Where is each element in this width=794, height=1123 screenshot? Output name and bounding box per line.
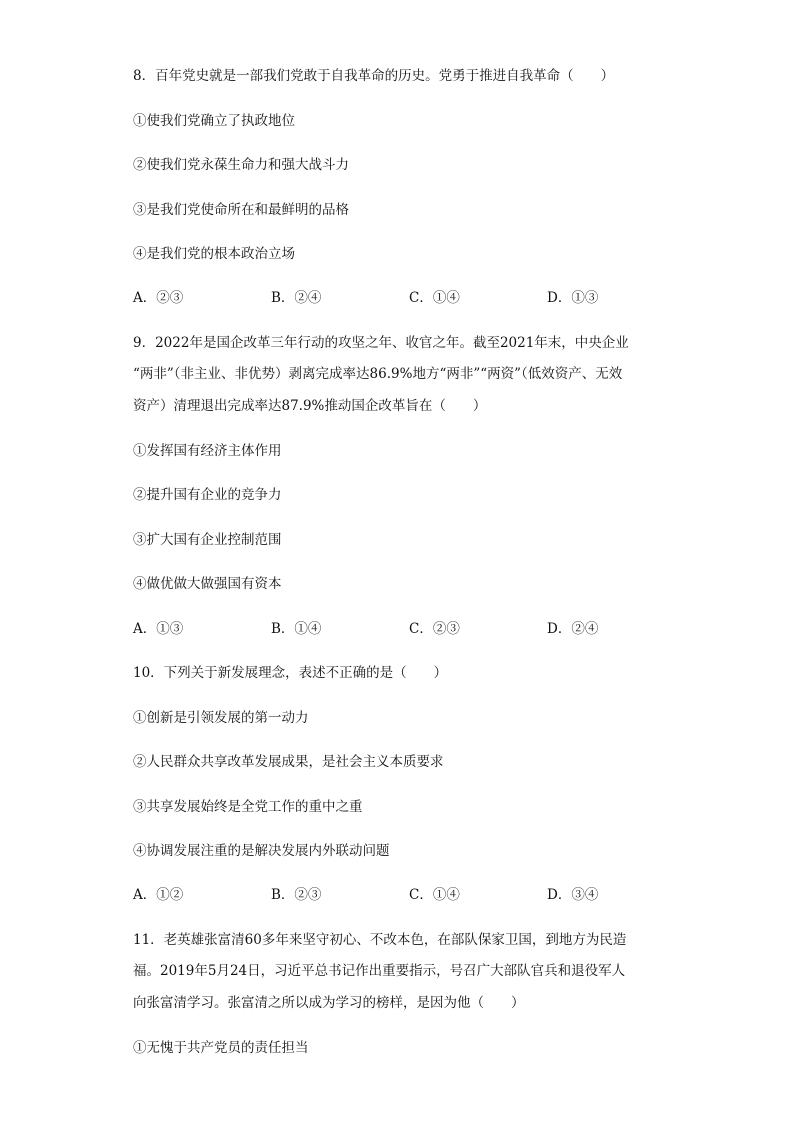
question-10-stem: 10．下列关于新发展理念，表述不正确的是（ ）: [133, 665, 448, 681]
question-10-statement-2: ②人民群众共享改革发展成果，是社会主义本质要求: [133, 754, 444, 770]
question-9-statement-4: ④做优做大做强国有资本: [133, 576, 282, 592]
question-10-option-a: A．①②: [133, 887, 184, 903]
question-9-option-d: D．②④: [547, 621, 599, 637]
question-8-statement-2: ②使我们党永葆生命力和强大战斗力: [133, 157, 349, 173]
question-9-statement-2: ②提升国有企业的竞争力: [133, 487, 282, 503]
question-10-option-c: C．①④: [409, 887, 460, 903]
question-9-option-a: A．①③: [133, 621, 184, 637]
question-8-statement-1: ①使我们党确立了执政地位: [133, 113, 295, 129]
question-11-statement-1: ①无愧于共产党员的责任担当: [133, 1040, 309, 1056]
question-8-option-d: D．①③: [547, 290, 599, 306]
question-10-statement-4: ④协调发展注重的是解决发展内外联动问题: [133, 843, 390, 859]
question-8-stem: 8．百年党史就是一部我们党敢于自我革命的历史。党勇于推进自我革命（ ）: [133, 68, 615, 84]
question-8-option-c: C．①④: [409, 290, 460, 306]
question-10-statement-1: ①创新是引领发展的第一动力: [133, 710, 309, 726]
question-9-stem-line-3: 资产）清理退出完成率达87.9%推动国企改革旨在（ ）: [133, 398, 487, 414]
question-9-stem-line-1: 9．2022年是国企改革三年行动的攻坚之年、收官之年。截至2021年末，中央企业: [133, 335, 629, 351]
question-11-stem-line-1: 11．老英雄张富清60多年来坚守初心、不改本色，在部队保家卫国，到地方为民造: [133, 932, 627, 948]
question-9-option-c: C．②③: [409, 621, 460, 637]
question-11-stem-line-2: 福。2019年5月24日，习近平总书记作出重要指示，号召广大部队官兵和退役军人: [133, 963, 626, 979]
question-11-stem-line-3: 向张富清学习。张富清之所以成为学习的榜样，是因为他（ ）: [133, 995, 525, 1011]
question-8-option-a: A．②③: [133, 290, 184, 306]
question-10-option-d: D．③④: [547, 887, 599, 903]
question-9-statement-3: ③扩大国有企业控制范围: [133, 532, 282, 548]
question-10-option-b: B．②③: [271, 887, 322, 903]
question-10-statement-3: ③共享发展始终是全党工作的重中之重: [133, 799, 363, 815]
question-8-statement-3: ③是我们党使命所在和最鲜明的品格: [133, 202, 349, 218]
question-8-statement-4: ④是我们党的根本政治立场: [133, 246, 295, 262]
question-9-stem-line-2: “两非”（非主业、非优势）剥离完成率达86.9%地方“两非”“两资”（低效资产、无效: [133, 366, 623, 382]
question-9-option-b: B．①④: [271, 621, 322, 637]
question-8-option-b: B．②④: [271, 290, 322, 306]
question-9-statement-1: ①发挥国有经济主体作用: [133, 443, 282, 459]
